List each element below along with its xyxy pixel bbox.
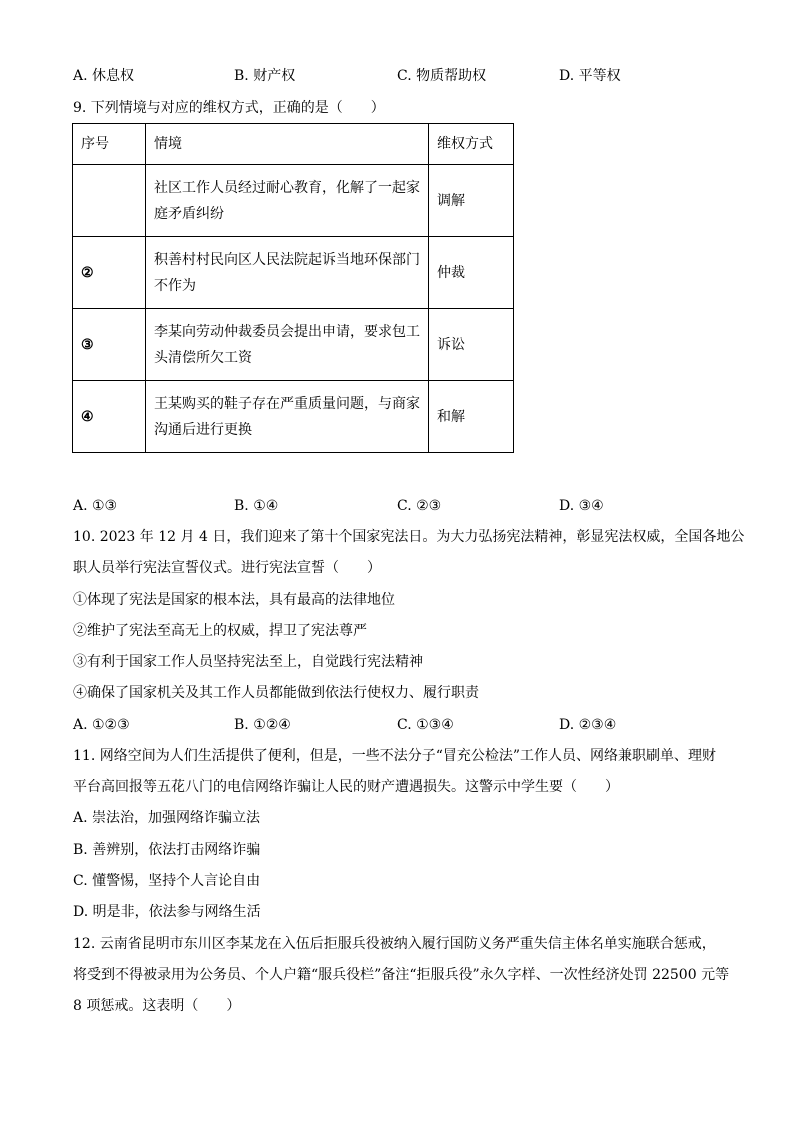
row-number	[73, 165, 146, 237]
q12-stem-line: 12. 云南省昆明市东川区李某龙在入伍后拒服兵役被纳入履行国防义务严重失信主体名单实施联合惩戒，	[73, 936, 716, 952]
row-number: ④	[73, 381, 146, 453]
q10-statement: ④确保了国家机关及其工作人员都能做到依法行使权力、履行职责	[73, 685, 479, 701]
q9-table	[72, 123, 514, 453]
situation-line: 社区工作人员经过耐心教育，化解了一起家	[154, 179, 420, 196]
q12-stem-line: 将受到不得被录用为公务员、个人户籍“服兵役栏”备注“拒服兵役”永久字样、一次性经济处罚 22500 元等	[73, 967, 730, 983]
header-cell-method: 维权方式	[429, 124, 514, 165]
row-method: 和解	[429, 381, 514, 453]
row-number: ②	[73, 237, 146, 309]
row-situation	[146, 165, 429, 237]
row-situation	[146, 237, 429, 309]
q9-stem: 9. 下列情境与对应的维权方式，正确的是（ ）	[73, 100, 385, 116]
q8-option-c: C. 物质帮助权	[397, 68, 487, 84]
situation-line: 积善村村民向区人民法院起诉当地环保部门	[154, 251, 420, 268]
row-situation	[146, 309, 429, 381]
situation-line: 头清偿所欠工资	[154, 349, 252, 366]
situation-line: 庭矛盾纠纷	[154, 205, 224, 222]
q10-option-a: A. ①②③	[73, 717, 130, 733]
situation-line: 沟通后进行更换	[154, 421, 252, 438]
q9-option-d: D. ③④	[559, 498, 604, 514]
row-number: ③	[73, 309, 146, 381]
header-cell-situation: 情境	[146, 124, 429, 165]
row-method: 调解	[429, 165, 514, 237]
table-header-row	[73, 124, 514, 165]
q8-option-d: D. 平等权	[559, 68, 621, 84]
table-row	[73, 381, 514, 453]
q10-stem-line: 职人员举行宪法宣誓仪式。进行宪法宣誓（ ）	[73, 560, 381, 576]
q11-stem-line: 11. 网络空间为人们生活提供了便利，但是，一些不法分子“冒充公检法”工作人员、网络兼职刷单、理财	[73, 748, 717, 764]
q10-statement: ③有利于国家工作人员坚持宪法至上，自觉践行宪法精神	[73, 654, 423, 670]
row-situation	[146, 381, 429, 453]
q8-option-b: B. 财产权	[234, 68, 296, 84]
table-row	[73, 309, 514, 381]
table-row	[73, 237, 514, 309]
q11-option-d: D. 明是非，依法参与网络生活	[73, 904, 261, 920]
row-method: 仲裁	[429, 237, 514, 309]
q9-option-a: A. ①③	[73, 498, 118, 514]
q9-option-c: C. ②③	[397, 498, 442, 514]
header-cell-number: 序号	[73, 124, 146, 165]
q10-option-d: D. ②③④	[559, 717, 617, 733]
q12-stem-line: 8 项惩戒。这表明（ ）	[73, 998, 241, 1014]
q11-option-b: B. 善辨别，依法打击网络诈骗	[73, 842, 261, 858]
situation-line: 不作为	[154, 277, 196, 294]
q11-option-c: C. 懂警惕，坚持个人言论自由	[73, 873, 261, 889]
situation-line: 王某购买的鞋子存在严重质量问题，与商家	[154, 395, 420, 412]
table-row	[73, 165, 514, 237]
q10-stem-line: 10. 2023 年 12 月 4 日，我们迎来了第十个国家宪法日。为大力弘扬宪法精神，彰显宪法权威，全国各地公	[73, 529, 745, 545]
q11-option-a: A. 崇法治，加强网络诈骗立法	[73, 810, 261, 826]
q11-stem-line: 平台高回报等五花八门的电信网络诈骗让人民的财产遭遇损失。这警示中学生要（ ）	[73, 779, 619, 795]
q8-option-a: A. 休息权	[73, 68, 135, 84]
q10-statement: ①体现了宪法是国家的根本法，具有最高的法律地位	[73, 592, 395, 608]
q9-option-b: B. ①④	[234, 498, 279, 514]
row-method: 诉讼	[429, 309, 514, 381]
q10-statement: ②维护了宪法至高无上的权威，捍卫了宪法尊严	[73, 623, 367, 639]
q10-option-b: B. ①②④	[234, 717, 291, 733]
q10-option-c: C. ①③④	[397, 717, 454, 733]
situation-line: 李某向劳动仲裁委员会提出申请，要求包工	[154, 323, 420, 340]
